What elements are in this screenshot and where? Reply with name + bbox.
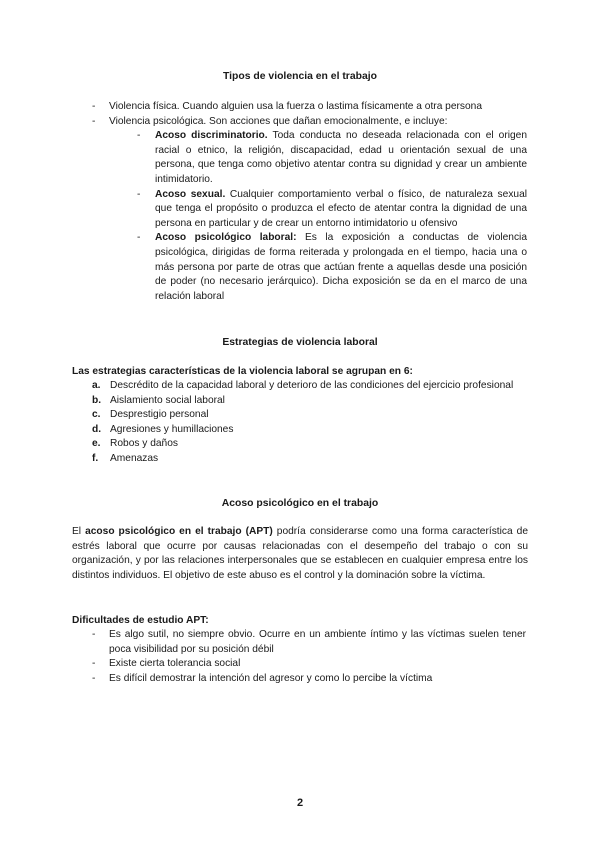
subitem-term: Acoso sexual.: [155, 188, 226, 200]
list-item-text: Aislamiento social laboral: [110, 394, 225, 406]
list-item: [92, 379, 528, 394]
list-item-text: Agresiones y humillaciones: [110, 423, 234, 435]
list-marker: e.: [92, 438, 101, 450]
apt-term: acoso psicológico en el trabajo (APT): [85, 526, 273, 537]
list-item-text: Amenazas: [110, 452, 159, 464]
subitem-term: Acoso psicológico laboral:: [155, 232, 297, 244]
list-item-psychological-text: Violencia psicológica. Son acciones que dañan emocionalmente, e incluye:: [109, 115, 448, 127]
apt-paragraph-text: podría considerarse como una forma característica de estrés laboral que ocurre por causas relacionadas con el desempeño del trabajo o con su organización, y por las relaciones interpersonales que se establecen en cualquier empresa entre los distintos individuos. El objetivo de este abuso es el control y la dominación sobre la víctima.: [72, 526, 528, 581]
list-marker: c.: [92, 409, 101, 421]
page-number: 2: [296, 797, 304, 809]
strategies-list: [92, 379, 528, 467]
difficulties-list: [92, 628, 526, 686]
list-item-text: Descrédito de la capacidad laboral y deterioro de las condiciones del ejercicio profesional: [110, 380, 514, 391]
subitem-discriminatory: [137, 129, 527, 187]
list-item: [92, 423, 528, 438]
subitem-text: Cualquier comportamiento verbal o físico, de naturaleza sexual que tenga el propósito o produzca el efecto de atentar contra la dignidad de una persona en particular y de crear un entorno intimidatorio u ofensivo: [155, 188, 528, 229]
list-item: [92, 394, 528, 409]
section-title-acoso: Acoso psicológico en el trabajo: [221, 498, 379, 509]
apt-paragraph-prefix: El: [72, 526, 86, 537]
subitem-sexual: [137, 188, 527, 232]
list-item-physical: - Violencia física. Cuando alguien usa la fuerza o lastima físicamente a otra persona: [92, 100, 526, 115]
subitem-text: Es la exposición a conductas de violencia psicológica, dirigidas de forma reiterada y prolongada en el tiempo, hacia una o más persona por parte de otras que actúan frente a aquellas desde una posición de poder (no necesario jerárquico). Dicha exposición se da en el marco de una relación laboral: [155, 232, 527, 302]
list-item: [92, 437, 528, 452]
list-marker: b.: [92, 394, 102, 406]
difficulties-title: Dificultades de estudio APT:: [72, 615, 209, 626]
list-item: - Es difícil demostrar la intención del agresor y como lo percibe la víctima: [92, 672, 526, 687]
section-title-estrategias: Estrategias de violencia laboral: [222, 337, 378, 348]
list-item-psychological: [92, 115, 526, 305]
list-item-text: Desprestigio personal: [110, 409, 209, 421]
list-marker: f.: [92, 452, 99, 464]
list-marker: a.: [92, 380, 101, 391]
list-item: - Existe cierta tolerancia social: [92, 657, 526, 672]
list-marker: d.: [92, 423, 102, 435]
psychological-subtypes-list: [137, 129, 527, 304]
list-item-text: Robos y daños: [110, 438, 178, 450]
apt-paragraph: [72, 525, 528, 583]
list-item: [92, 452, 528, 467]
list-item: [92, 408, 528, 423]
subitem-text: Toda conducta no deseada relacionada con el origen racial o etnico, la religión, discapacidad, edad u orientación sexual de una persona, que tenga como objetivo atentar contra su dignidad y crear un ambiente intimidatorio.: [155, 130, 527, 185]
strategies-lead: Las estrategias características de la violencia laboral se agrupan en 6:: [72, 366, 413, 377]
violence-types-list: [92, 100, 526, 304]
subitem-psychological-work: [137, 231, 527, 304]
subitem-term: Acoso discriminatorio.: [155, 130, 268, 142]
section-title-tipos: Tipos de violencia en el trabajo: [223, 71, 377, 82]
list-item: - Es algo sutil, no siempre obvio. Ocurre en un ambiente íntimo y las víctimas suelen tener poca visibilidad por su posición débil: [92, 628, 526, 657]
